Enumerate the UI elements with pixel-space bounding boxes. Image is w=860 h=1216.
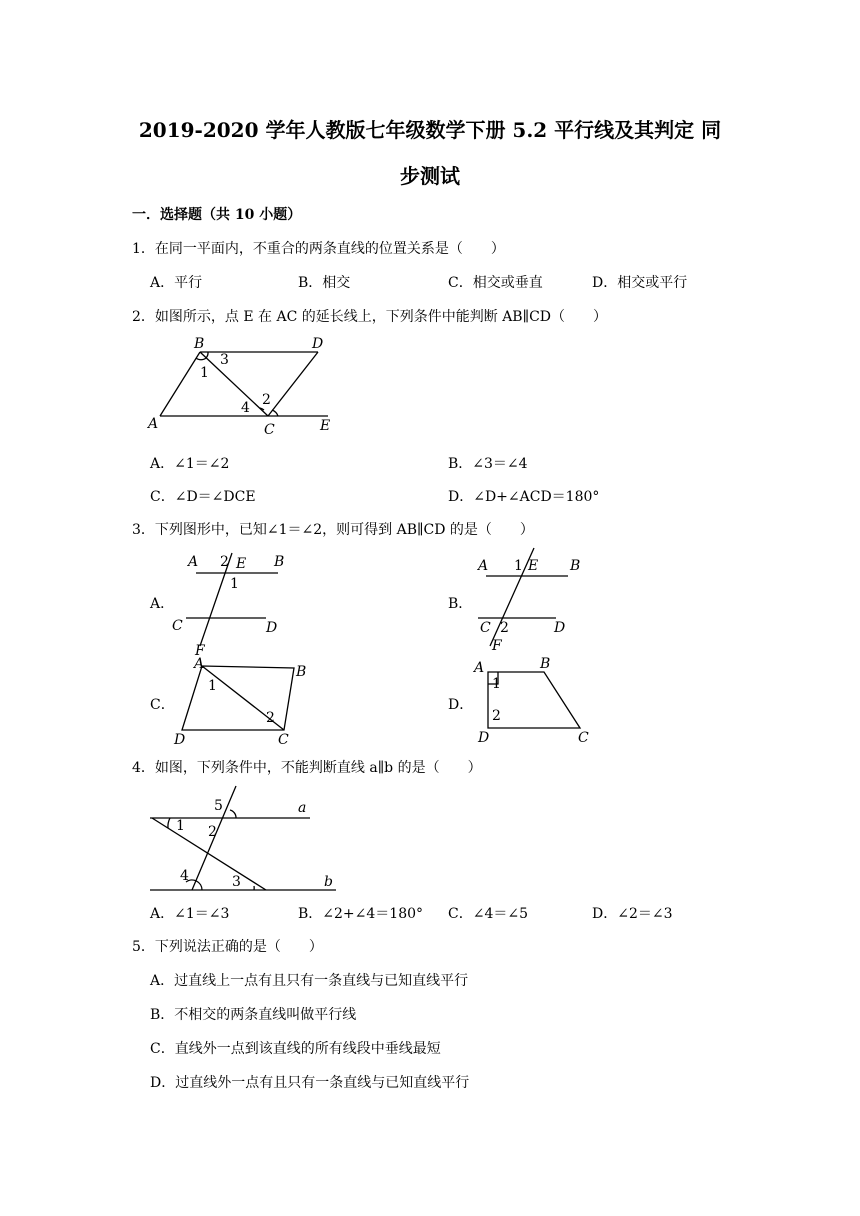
fig3c-label-a: A [194,656,205,672]
fig2-label-e: E [320,418,331,434]
fig3c-angle-1: 1 [208,678,217,694]
fig3a-label-f: F [195,643,205,659]
question-1-option-c: C．相交或垂直 [448,275,543,291]
trapezoid-abcd [488,672,580,728]
fig4-angle-5: 5 [214,798,223,814]
fig4-angle-4: 4 [180,868,189,884]
question-3-figure-c [170,656,320,748]
question-1-option-b: B．相交 [298,275,351,291]
fig2-label-b: B [194,336,205,352]
fig3d-label-d: D [478,730,490,746]
question-5-option-d: D．过直线外一点有且只有一条直线与已知直线平行 [150,1075,470,1091]
question-2-option-d: D．∠D+∠ACD＝180° [448,489,600,505]
fig3a-label-a: A [188,554,199,570]
fig3c-angle-2: 2 [266,710,275,726]
fig3a-angle-2: 2 [220,554,229,570]
question-2-stem: 2．如图所示，点 E 在 AC 的延长线上，下列条件中能判断 AB∥CD（ ） [132,309,608,325]
fig3c-label-d: D [174,732,186,748]
question-2-option-c: C．∠D＝∠DCE [150,489,256,505]
question-1-stem: 1．在同一平面内，不重合的两条直线的位置关系是（ ） [132,241,505,257]
fig3b-label-c: C [480,620,491,636]
fig3d-angle-2: 2 [492,708,501,724]
question-3-figure-b [470,548,590,658]
angle-arc-1 [168,818,170,828]
page-title-line1: 2019-2020 学年人教版七年级数学下册 5.2 平行线及其判定 同 [138,118,722,142]
fig3c-label-c: C [278,732,289,748]
fig3b-angle-2: 2 [500,620,509,636]
angle-arc-5 [230,810,236,818]
question-4-option-d: D．∠2＝∠3 [592,906,673,922]
fig2-label-d: D [312,336,324,352]
question-1-option-a: A．平行 [150,275,203,291]
fig3b-label-d: D [554,620,566,636]
fig3a-label-e: E [236,556,247,572]
angle-arc-1 [196,358,206,360]
line-dc [268,352,318,416]
question-3-option-b: B． [448,596,473,612]
fig3b-label-a: A [478,558,489,574]
angle-arc-3 [206,352,208,358]
fig2-angle-2: 2 [262,392,271,408]
question-4-option-a: A．∠1＝∠3 [150,906,230,922]
fig2-angle-3: 3 [220,352,229,368]
fig3d-angle-1: 1 [492,676,501,692]
question-5-option-b: B．不相交的两条直线叫做平行线 [150,1007,357,1023]
question-4-option-c: C．∠4＝∠5 [448,906,528,922]
fig2-angle-1: 1 [200,365,209,381]
fig4-label-a: a [298,800,307,816]
question-3-option-a: A． [150,596,175,612]
fig3a-label-d: D [266,620,278,636]
fig3b-label-e: E [528,558,539,574]
fig3c-label-b: B [296,664,307,680]
line-ab [160,352,200,416]
question-4-figure [140,782,350,898]
question-4-stem: 4．如图，下列条件中，不能判断直线 a∥b 的是（ ） [132,760,482,776]
fig3a-label-b: B [274,554,285,570]
angle-arc-2 [272,410,278,416]
fig4-label-b: b [324,874,333,890]
question-2-figure [140,330,350,440]
fig4-angle-2: 2 [208,824,217,840]
fig3d-label-b: B [540,656,551,672]
page-title-line2: 步测试 [400,164,460,188]
fig3d-label-a: A [474,660,485,676]
question-2-option-a: A．∠1＝∠2 [150,456,230,472]
fig2-label-c: C [264,422,275,438]
question-3-stem: 3．下列图形中，已知∠1＝∠2，则可得到 AB∥CD 的是（ ） [132,522,534,538]
fig3a-angle-1: 1 [230,576,239,592]
question-5-stem: 5．下列说法正确的是（ ） [132,939,323,955]
question-4-option-b: B．∠2+∠4＝180° [298,906,424,922]
fig3b-label-b: B [570,558,581,574]
fig2-label-a: A [148,416,159,432]
fig3b-label-f: F [492,638,502,654]
question-3-figure-d [470,656,600,748]
fig4-angle-3: 3 [232,874,241,890]
fig3b-angle-1: 1 [514,558,523,574]
question-3-option-d: D． [448,697,474,713]
question-3-figure-a [170,548,290,658]
question-3-option-c: C． [150,697,175,713]
fig4-angle-1: 1 [176,818,185,834]
fig3d-label-c: C [578,730,589,746]
fig2-angle-4: 4 [241,400,250,416]
question-5-option-c: C．直线外一点到该直线的所有线段中垂线最短 [150,1041,441,1057]
section-heading: 一．选择题（共 10 小题） [132,207,302,223]
line-bc [200,352,268,416]
parallelogram-abcd [182,666,294,730]
question-1-option-d: D．相交或平行 [592,275,688,291]
fig3a-label-c: C [172,618,183,634]
question-5-option-a: A．过直线上一点有且只有一条直线与已知直线平行 [150,973,469,989]
question-2-option-b: B．∠3＝∠4 [448,456,528,472]
